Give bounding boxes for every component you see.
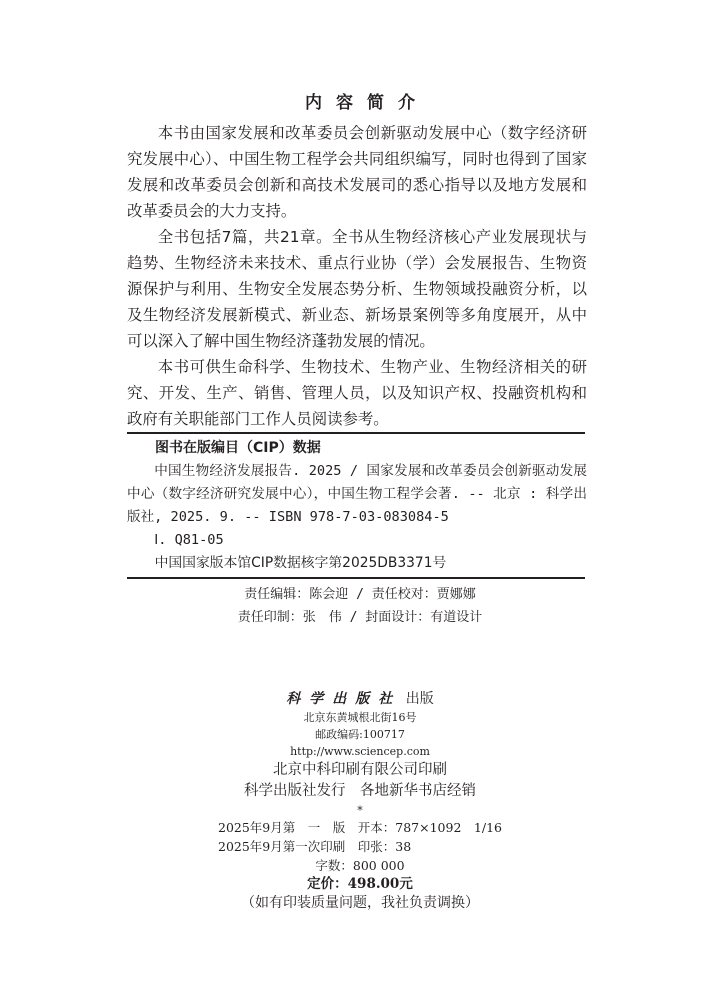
- edition-line: 2025年9月第 一 版 开本：787×1092 1/16: [218, 820, 502, 835]
- printer-line: 北京中科印刷有限公司印刷: [273, 762, 447, 778]
- credits-editors: 责任编辑：陈会迎 / 责任校对：贾娜娜: [244, 587, 476, 602]
- credits-production: 责任印制：张 伟 / 封面设计：有道设计: [237, 610, 483, 625]
- publisher-logo-row: [0, 689, 720, 709]
- printing-line: 2025年9月第一次印刷 印张：38: [218, 839, 412, 854]
- cip-bottom-rule: [127, 577, 585, 579]
- cip-top-rule: [127, 432, 585, 434]
- publisher-block: [0, 689, 720, 819]
- summary-paragraph-3: 本书可供生命科学、生物技术、生物产业、生物经济相关的研究、开发、生产、销售、管理人员，以及知识产权、投融资机构和政府有关职能部门工作人员阅读参考。: [127, 358, 587, 428]
- publisher-address: 北京东黄城根北街16号: [303, 711, 417, 724]
- book-summary: [127, 120, 587, 432]
- summary-paragraph-1: 本书由国家发展和改革委员会创新驱动发展中心（数字经济研究发展中心）、中国生物工程学会共同组织编写，同时也得到了国家发展和改革委员会创新和高技术发展司的悉心指导以及地方发展和改革委员会的大力支持。: [127, 124, 587, 220]
- price: 定价：498.00元: [307, 876, 413, 892]
- cip-block: [127, 437, 587, 575]
- summary-paragraph-2: 全书包括7篇，共21章。全书从生物经济核心产业发展现状与趋势、生物经济未来技术、重点行业协（学）会发展报告、生物资源保护与利用、生物安全发展态势分析、生物领域投融资分析，以及生物经济发展新模式、新业态、新场景案例等多角度展开，从中可以深入了解中国生物经济蓬勃发展的情况。: [127, 228, 587, 350]
- credits-block: [0, 583, 720, 629]
- page-title: 内容简介: [305, 93, 429, 113]
- distribution-line: 科学出版社发行 各地新华书店经销: [244, 783, 476, 799]
- separator-asterisk: *: [357, 804, 363, 817]
- cip-classification: Ⅰ. Q81-05: [154, 532, 224, 548]
- publisher-postcode: 邮政编码:100717: [315, 728, 405, 741]
- cip-verification: 中国国家版本馆CIP数据核字第2025DB3371号: [154, 555, 447, 571]
- specs-block: [0, 818, 720, 913]
- cip-record: 中国生物经济发展报告. 2025 / 国家发展和改革委员会创新驱动发展中心（数字经济研究发展中心），中国生物工程学会著. -- 北京 : 科学出版社, 2025. 9. -- ISBN 978-7-03-083084-5: [127, 463, 587, 525]
- word-count: 字数：800 000: [315, 858, 405, 873]
- publisher-website: http://www.sciencep.com: [290, 745, 430, 758]
- publisher-logo: 科学出版社: [286, 691, 402, 707]
- quality-notice: （如有印装质量问题，我社负责调换）: [241, 895, 479, 911]
- cip-heading: 图书在版编目（CIP）数据: [155, 440, 321, 456]
- publisher-logo-suffix: 出版: [405, 691, 434, 707]
